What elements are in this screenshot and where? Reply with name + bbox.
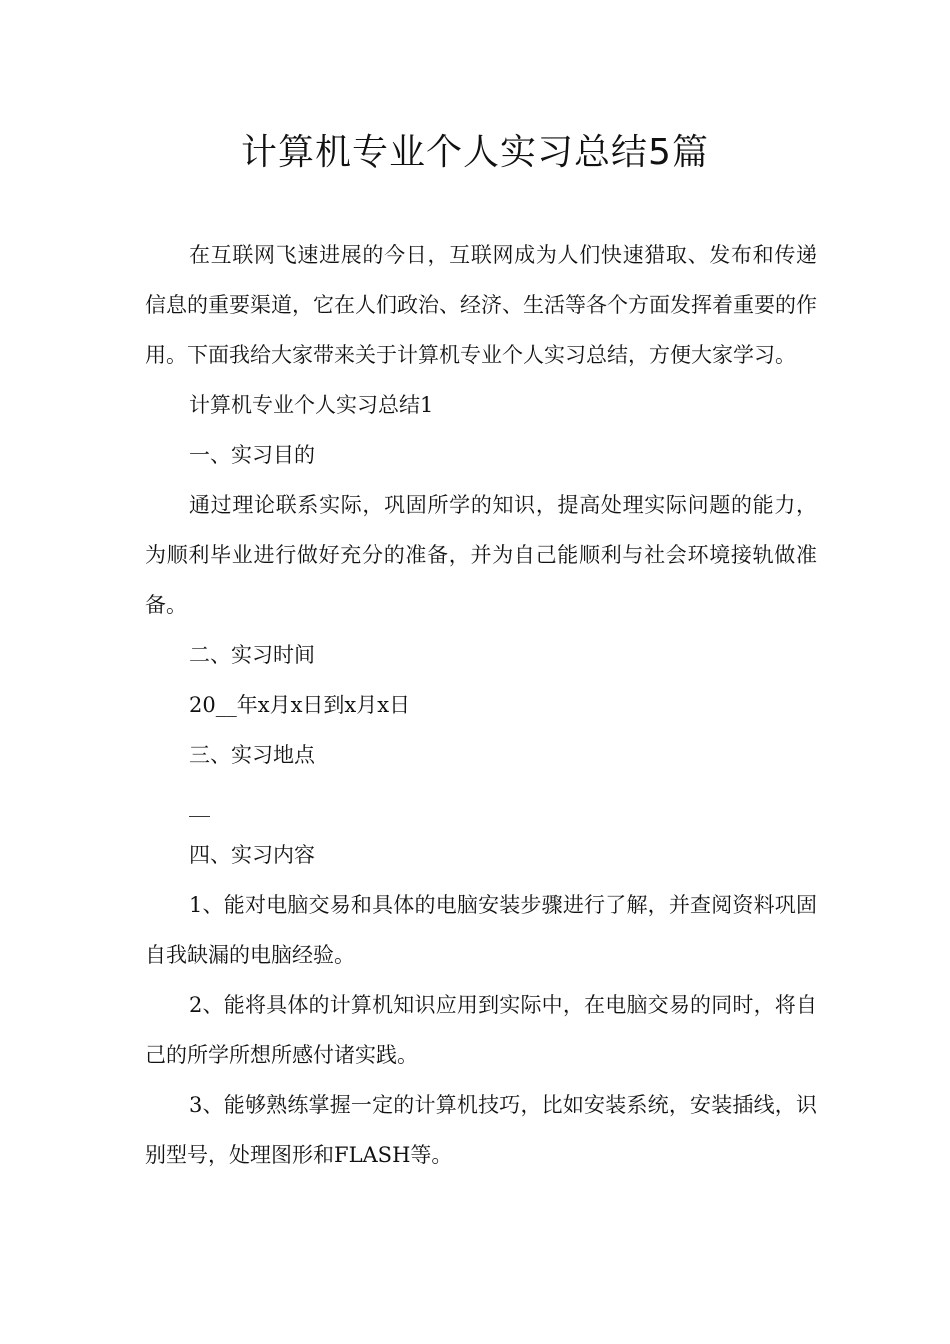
purpose-paragraph: 通过理论联系实际，巩固所学的知识，提高处理实际问题的能力，为顺利毕业进行做好充分的准备，并为自己能顺利与社会环境接轨做准备。	[145, 493, 817, 617]
section-heading-summary-1: 计算机专业个人实习总结1	[189, 393, 434, 417]
document-title: 计算机专业个人实习总结5篇	[241, 132, 709, 173]
content-item-2: 2、能将具体的计算机知识应用到实际中，在电脑交易的同时，将自己的所学所想所感付诸实践。	[145, 993, 817, 1067]
section-heading-time: 二、实习时间	[189, 643, 315, 667]
location-paragraph: __	[189, 793, 210, 817]
document-body	[145, 230, 817, 1180]
content-item-1: 1、能对电脑交易和具体的电脑安装步骤进行了解，并查阅资料巩固自我缺漏的电脑经验。	[145, 893, 817, 967]
section-heading-location: 三、实习地点	[189, 743, 315, 767]
intro-paragraph: 在互联网飞速进展的今日，互联网成为人们快速猎取、发布和传递信息的重要渠道，它在人们政治、经济、生活等各个方面发挥着重要的作用。下面我给大家带来关于计算机专业个人实习总结，方便大家学习。	[145, 243, 817, 367]
section-heading-content: 四、实习内容	[189, 843, 315, 867]
time-paragraph: 20__年x月x日到x月x日	[189, 693, 411, 717]
content-item-3: 3、能够熟练掌握一定的计算机技巧，比如安装系统，安装插线，识别型号，处理图形和FLASH等。	[145, 1093, 817, 1167]
section-heading-purpose: 一、实习目的	[189, 443, 315, 467]
